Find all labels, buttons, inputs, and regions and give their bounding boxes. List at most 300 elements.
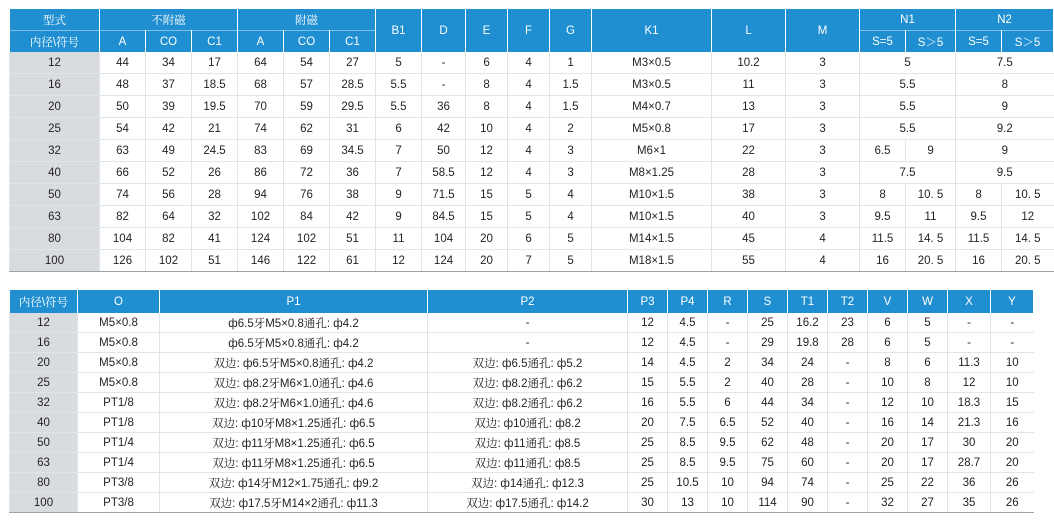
cell-r: -: [708, 333, 748, 353]
cell-s: 25: [748, 313, 788, 333]
cell-m: 4: [786, 228, 860, 250]
cell-r: 9.5: [708, 433, 748, 453]
cell-v: 32: [868, 493, 908, 513]
bore-cell: 16: [10, 333, 78, 353]
cell-e: 12: [466, 140, 508, 162]
header-bore-code: 内径\符号: [10, 31, 100, 53]
cell-co: 37: [146, 74, 192, 96]
cell-l: 10.2: [712, 52, 786, 74]
cell-v: 25: [868, 473, 908, 493]
cell-k1: M5×0.8: [592, 118, 712, 140]
cell-mco: 102: [284, 228, 330, 250]
cell-m: 3: [786, 140, 860, 162]
cell-p1: 双边: ф17.5牙M14×2通孔: ф11.3: [160, 493, 428, 513]
cell-x: 30: [948, 433, 991, 453]
cell-co: 52: [146, 162, 192, 184]
cell-t2: 28: [828, 333, 868, 353]
cell-t2: -: [828, 393, 868, 413]
header-p1: P1: [160, 290, 428, 313]
cell-co: 102: [146, 250, 192, 272]
bore-cell: 100: [10, 493, 78, 513]
cell-n1-sgt5: 20. 5: [906, 250, 956, 272]
cell-p4: 13: [668, 493, 708, 513]
cell-p3: 15: [628, 373, 668, 393]
cell-mco: 57: [284, 74, 330, 96]
cell-y: 10: [991, 373, 1034, 393]
cell-d: 71.5: [422, 184, 466, 206]
cell-e: 8: [466, 74, 508, 96]
cell-n2: 9.5: [956, 162, 1054, 184]
cell-k1: M3×0.5: [592, 52, 712, 74]
dimension-table-2: [9, 290, 1034, 513]
cell-e: 20: [466, 228, 508, 250]
cell-mco: 76: [284, 184, 330, 206]
cell-mc1: 29.5: [330, 96, 376, 118]
cell-g: 3: [550, 162, 592, 184]
cell-p1: ф6.5牙M5×0.8通孔: ф4.2: [160, 333, 428, 353]
cell-s: 52: [748, 413, 788, 433]
bore-cell: 50: [10, 184, 100, 206]
header-p3: P3: [628, 290, 668, 313]
cell-p2: -: [428, 333, 628, 353]
bore-cell: 16: [10, 74, 100, 96]
cell-n2: 7.5: [956, 52, 1054, 74]
bore-cell: 32: [10, 140, 100, 162]
header-n1-sgt5: S＞5: [906, 31, 956, 53]
cell-w: 6: [908, 353, 948, 373]
header-n2: N2: [956, 9, 1054, 31]
table-row: [10, 373, 1034, 393]
cell-b1: 5: [376, 52, 422, 74]
cell-g: 5: [550, 250, 592, 272]
cell-f: 4: [508, 118, 550, 140]
cell-n2-s5: 16: [956, 250, 1002, 272]
header-p2: P2: [428, 290, 628, 313]
cell-n1-s5: 16: [860, 250, 906, 272]
cell-s: 29: [748, 333, 788, 353]
cell-d: 42: [422, 118, 466, 140]
table-row: [10, 453, 1034, 473]
cell-t2: 23: [828, 313, 868, 333]
cell-n1-sgt5: 10. 5: [906, 184, 956, 206]
cell-w: 17: [908, 433, 948, 453]
cell-g: 1.5: [550, 74, 592, 96]
cell-k1: M3×0.5: [592, 74, 712, 96]
cell-p1: ф6.5牙M5×0.8通孔: ф4.2: [160, 313, 428, 333]
table-row: [10, 250, 1054, 272]
cell-c1: 24.5: [192, 140, 238, 162]
cell-ma: 86: [238, 162, 284, 184]
header-bore-code-2: 内径\符号: [10, 290, 78, 313]
table-row: [10, 393, 1034, 413]
header-m: M: [786, 9, 860, 52]
header-n1-s5: S=5: [860, 31, 906, 53]
header-co: CO: [146, 31, 192, 53]
cell-n1-sgt5: 9: [906, 140, 956, 162]
cell-f: 6: [508, 228, 550, 250]
cell-o: M5×0.8: [78, 333, 160, 353]
cell-g: 1: [550, 52, 592, 74]
cell-p1: 双边: ф11牙M8×1.25通孔: ф6.5: [160, 453, 428, 473]
table-row: [10, 493, 1034, 513]
cell-b1: 9: [376, 206, 422, 228]
cell-b1: 5.5: [376, 96, 422, 118]
cell-p4: 5.5: [668, 373, 708, 393]
cell-g: 1.5: [550, 96, 592, 118]
cell-k1: M4×0.7: [592, 96, 712, 118]
header-g: G: [550, 9, 592, 52]
header-s: S: [748, 290, 788, 313]
cell-a: 82: [100, 206, 146, 228]
table-row: [10, 162, 1054, 184]
cell-l: 38: [712, 184, 786, 206]
cell-m: 3: [786, 52, 860, 74]
bore-cell: 32: [10, 393, 78, 413]
cell-n1: 5.5: [860, 96, 956, 118]
cell-a: 44: [100, 52, 146, 74]
table-row: [10, 228, 1054, 250]
cell-d: -: [422, 74, 466, 96]
cell-g: 3: [550, 140, 592, 162]
cell-o: PT1/8: [78, 413, 160, 433]
header-r: R: [708, 290, 748, 313]
header-n2-sgt5: S＞5: [1002, 31, 1054, 53]
cell-g: 4: [550, 184, 592, 206]
cell-p2: 双边: ф6.5通孔: ф5.2: [428, 353, 628, 373]
cell-l: 28: [712, 162, 786, 184]
cell-k1: M10×1.5: [592, 184, 712, 206]
cell-c1: 41: [192, 228, 238, 250]
cell-p1: 双边: ф6.5牙M5×0.8通孔: ф4.2: [160, 353, 428, 373]
cell-r: -: [708, 313, 748, 333]
cell-mc1: 42: [330, 206, 376, 228]
cell-d: 50: [422, 140, 466, 162]
cell-p4: 5.5: [668, 393, 708, 413]
cell-n1: 5.5: [860, 74, 956, 96]
cell-x: 21.3: [948, 413, 991, 433]
table-row: [10, 433, 1034, 453]
cell-x: -: [948, 313, 991, 333]
cell-l: 13: [712, 96, 786, 118]
cell-d: 84.5: [422, 206, 466, 228]
cell-s: 114: [748, 493, 788, 513]
cell-y: 15: [991, 393, 1034, 413]
cell-w: 14: [908, 413, 948, 433]
cell-a: 50: [100, 96, 146, 118]
cell-t2: -: [828, 373, 868, 393]
cell-y: -: [991, 313, 1034, 333]
header-p4: P4: [668, 290, 708, 313]
cell-y: 26: [991, 473, 1034, 493]
cell-d: 58.5: [422, 162, 466, 184]
cell-r: 6: [708, 393, 748, 413]
cell-p4: 8.5: [668, 433, 708, 453]
header-f: F: [508, 9, 550, 52]
table-row: [10, 52, 1054, 74]
cell-p3: 20: [628, 413, 668, 433]
cell-co: 49: [146, 140, 192, 162]
cell-mc1: 51: [330, 228, 376, 250]
cell-s: 40: [748, 373, 788, 393]
cell-f: 4: [508, 162, 550, 184]
cell-f: 5: [508, 206, 550, 228]
cell-y: 26: [991, 493, 1034, 513]
cell-mc1: 31: [330, 118, 376, 140]
cell-o: M5×0.8: [78, 373, 160, 393]
header-w: W: [908, 290, 948, 313]
cell-m: 4: [786, 250, 860, 272]
cell-t1: 19.8: [788, 333, 828, 353]
cell-f: 4: [508, 96, 550, 118]
cell-o: M5×0.8: [78, 353, 160, 373]
cell-s: 75: [748, 453, 788, 473]
cell-n1: 5.5: [860, 118, 956, 140]
header-c1: C1: [192, 31, 238, 53]
cell-f: 4: [508, 52, 550, 74]
cell-p4: 4.5: [668, 353, 708, 373]
cell-x: 18.3: [948, 393, 991, 413]
cell-k1: M8×1.25: [592, 162, 712, 184]
header-non-magnetic: 不附磁: [100, 9, 238, 31]
cell-p1: 双边: ф10牙M8×1.25通孔: ф6.5: [160, 413, 428, 433]
cell-o: PT1/8: [78, 393, 160, 413]
cell-o: M5×0.8: [78, 313, 160, 333]
cell-co: 39: [146, 96, 192, 118]
cell-t1: 48: [788, 433, 828, 453]
header-e: E: [466, 9, 508, 52]
cell-d: 104: [422, 228, 466, 250]
cell-k1: M10×1.5: [592, 206, 712, 228]
cell-d: 124: [422, 250, 466, 272]
header-n2-s5: S=5: [956, 31, 1002, 53]
cell-m: 3: [786, 184, 860, 206]
cell-w: 5: [908, 333, 948, 353]
cell-n2: 9: [956, 96, 1054, 118]
header-x: X: [948, 290, 991, 313]
bore-cell: 20: [10, 353, 78, 373]
cell-n2-sgt5: 12: [1002, 206, 1054, 228]
cell-v: 8: [868, 353, 908, 373]
cell-n2-s5: 8: [956, 184, 1002, 206]
cell-p3: 12: [628, 313, 668, 333]
table-row: [10, 333, 1034, 353]
bore-cell: 20: [10, 96, 100, 118]
cell-p4: 4.5: [668, 313, 708, 333]
cell-e: 10: [466, 118, 508, 140]
cell-d: 36: [422, 96, 466, 118]
cell-y: 16: [991, 413, 1034, 433]
cell-o: PT1/4: [78, 433, 160, 453]
cell-k1: M6×1: [592, 140, 712, 162]
cell-mco: 72: [284, 162, 330, 184]
cell-mco: 122: [284, 250, 330, 272]
cell-t2: -: [828, 413, 868, 433]
cell-n2-s5: 9.5: [956, 206, 1002, 228]
cell-p2: 双边: ф8.2通孔: ф6.2: [428, 393, 628, 413]
cell-e: 12: [466, 162, 508, 184]
bore-cell: 80: [10, 473, 78, 493]
cell-mco: 54: [284, 52, 330, 74]
cell-f: 4: [508, 74, 550, 96]
bore-cell: 100: [10, 250, 100, 272]
cell-t1: 74: [788, 473, 828, 493]
cell-f: 7: [508, 250, 550, 272]
header-v: V: [868, 290, 908, 313]
cell-b1: 12: [376, 250, 422, 272]
cell-c1: 21: [192, 118, 238, 140]
cell-n2-sgt5: 20. 5: [1002, 250, 1054, 272]
cell-a: 74: [100, 184, 146, 206]
cell-p2: 双边: ф14通孔: ф12.3: [428, 473, 628, 493]
cell-p4: 8.5: [668, 453, 708, 473]
cell-f: 5: [508, 184, 550, 206]
cell-p2: 双边: ф8.2通孔: ф6.2: [428, 373, 628, 393]
cell-m: 3: [786, 206, 860, 228]
cell-mco: 69: [284, 140, 330, 162]
cell-mc1: 28.5: [330, 74, 376, 96]
cell-a: 48: [100, 74, 146, 96]
cell-b1: 5.5: [376, 74, 422, 96]
cell-e: 8: [466, 96, 508, 118]
cell-ma: 64: [238, 52, 284, 74]
cell-ma: 94: [238, 184, 284, 206]
bore-cell: 50: [10, 433, 78, 453]
cell-y: 20: [991, 453, 1034, 473]
cell-c1: 18.5: [192, 74, 238, 96]
cell-v: 6: [868, 333, 908, 353]
dimension-table-1: [9, 9, 1054, 272]
bore-cell: 40: [10, 413, 78, 433]
cell-mc1: 61: [330, 250, 376, 272]
cell-p1: 双边: ф11牙M8×1.25通孔: ф6.5: [160, 433, 428, 453]
cell-mco: 59: [284, 96, 330, 118]
cell-r: 10: [708, 473, 748, 493]
header-mag-c1: C1: [330, 31, 376, 53]
cell-g: 2: [550, 118, 592, 140]
cell-t2: -: [828, 453, 868, 473]
cell-t1: 60: [788, 453, 828, 473]
cell-r: 10: [708, 493, 748, 513]
bore-cell: 63: [10, 453, 78, 473]
cell-n1-s5: 11.5: [860, 228, 906, 250]
cell-mco: 62: [284, 118, 330, 140]
cell-p3: 25: [628, 453, 668, 473]
cell-g: 5: [550, 228, 592, 250]
cell-x: 35: [948, 493, 991, 513]
cell-a: 126: [100, 250, 146, 272]
cell-s: 34: [748, 353, 788, 373]
cell-x: -: [948, 333, 991, 353]
cell-f: 4: [508, 140, 550, 162]
cell-co: 56: [146, 184, 192, 206]
header-a: A: [100, 31, 146, 53]
cell-n1-s5: 8: [860, 184, 906, 206]
cell-o: PT1/4: [78, 453, 160, 473]
cell-e: 20: [466, 250, 508, 272]
cell-mc1: 27: [330, 52, 376, 74]
header-model: 型式: [10, 9, 100, 31]
cell-p1: 双边: ф14牙M12×1.75通孔: ф9.2: [160, 473, 428, 493]
bore-cell: 12: [10, 313, 78, 333]
table-row: [10, 206, 1054, 228]
cell-w: 10: [908, 393, 948, 413]
cell-p1: 双边: ф8.2牙M6×1.0通孔: ф4.6: [160, 393, 428, 413]
cell-v: 12: [868, 393, 908, 413]
cell-n1: 5: [860, 52, 956, 74]
cell-l: 45: [712, 228, 786, 250]
cell-m: 3: [786, 118, 860, 140]
cell-n1-sgt5: 14. 5: [906, 228, 956, 250]
cell-y: 20: [991, 433, 1034, 453]
header-mag-a: A: [238, 31, 284, 53]
cell-l: 40: [712, 206, 786, 228]
cell-e: 15: [466, 184, 508, 206]
cell-t2: -: [828, 473, 868, 493]
cell-t2: -: [828, 493, 868, 513]
cell-n1-s5: 9.5: [860, 206, 906, 228]
cell-ma: 70: [238, 96, 284, 118]
cell-ma: 124: [238, 228, 284, 250]
cell-v: 20: [868, 433, 908, 453]
cell-v: 20: [868, 453, 908, 473]
cell-y: -: [991, 333, 1034, 353]
cell-ma: 74: [238, 118, 284, 140]
cell-b1: 7: [376, 140, 422, 162]
header-mag-co: CO: [284, 31, 330, 53]
cell-a: 54: [100, 118, 146, 140]
header-k1: K1: [592, 9, 712, 52]
cell-t1: 34: [788, 393, 828, 413]
cell-p4: 4.5: [668, 333, 708, 353]
cell-p3: 25: [628, 433, 668, 453]
cell-p4: 10.5: [668, 473, 708, 493]
cell-co: 64: [146, 206, 192, 228]
cell-t1: 40: [788, 413, 828, 433]
cell-p2: 双边: ф11通孔: ф8.5: [428, 453, 628, 473]
header-magnetic: 附磁: [238, 9, 376, 31]
bore-cell: 25: [10, 373, 78, 393]
table-row: [10, 413, 1034, 433]
cell-ma: 146: [238, 250, 284, 272]
cell-t2: -: [828, 433, 868, 453]
cell-co: 34: [146, 52, 192, 74]
cell-p2: -: [428, 313, 628, 333]
cell-n2-sgt5: 10. 5: [1002, 184, 1054, 206]
cell-x: 12: [948, 373, 991, 393]
cell-p2: 双边: ф17.5通孔: ф14.2: [428, 493, 628, 513]
table-row: [10, 473, 1034, 493]
table-row: [10, 184, 1054, 206]
cell-b1: 7: [376, 162, 422, 184]
cell-c1: 32: [192, 206, 238, 228]
header-b1: B1: [376, 9, 422, 52]
cell-b1: 11: [376, 228, 422, 250]
cell-t1: 16.2: [788, 313, 828, 333]
cell-n1-s5: 6.5: [860, 140, 906, 162]
cell-c1: 19.5: [192, 96, 238, 118]
cell-n2-sgt5: 14. 5: [1002, 228, 1054, 250]
header-d: D: [422, 9, 466, 52]
cell-s: 44: [748, 393, 788, 413]
cell-w: 22: [908, 473, 948, 493]
header-n1: N1: [860, 9, 956, 31]
cell-a: 63: [100, 140, 146, 162]
cell-p3: 16: [628, 393, 668, 413]
cell-n2-s5: 11.5: [956, 228, 1002, 250]
header-o: O: [78, 290, 160, 313]
cell-t1: 90: [788, 493, 828, 513]
cell-r: 2: [708, 373, 748, 393]
